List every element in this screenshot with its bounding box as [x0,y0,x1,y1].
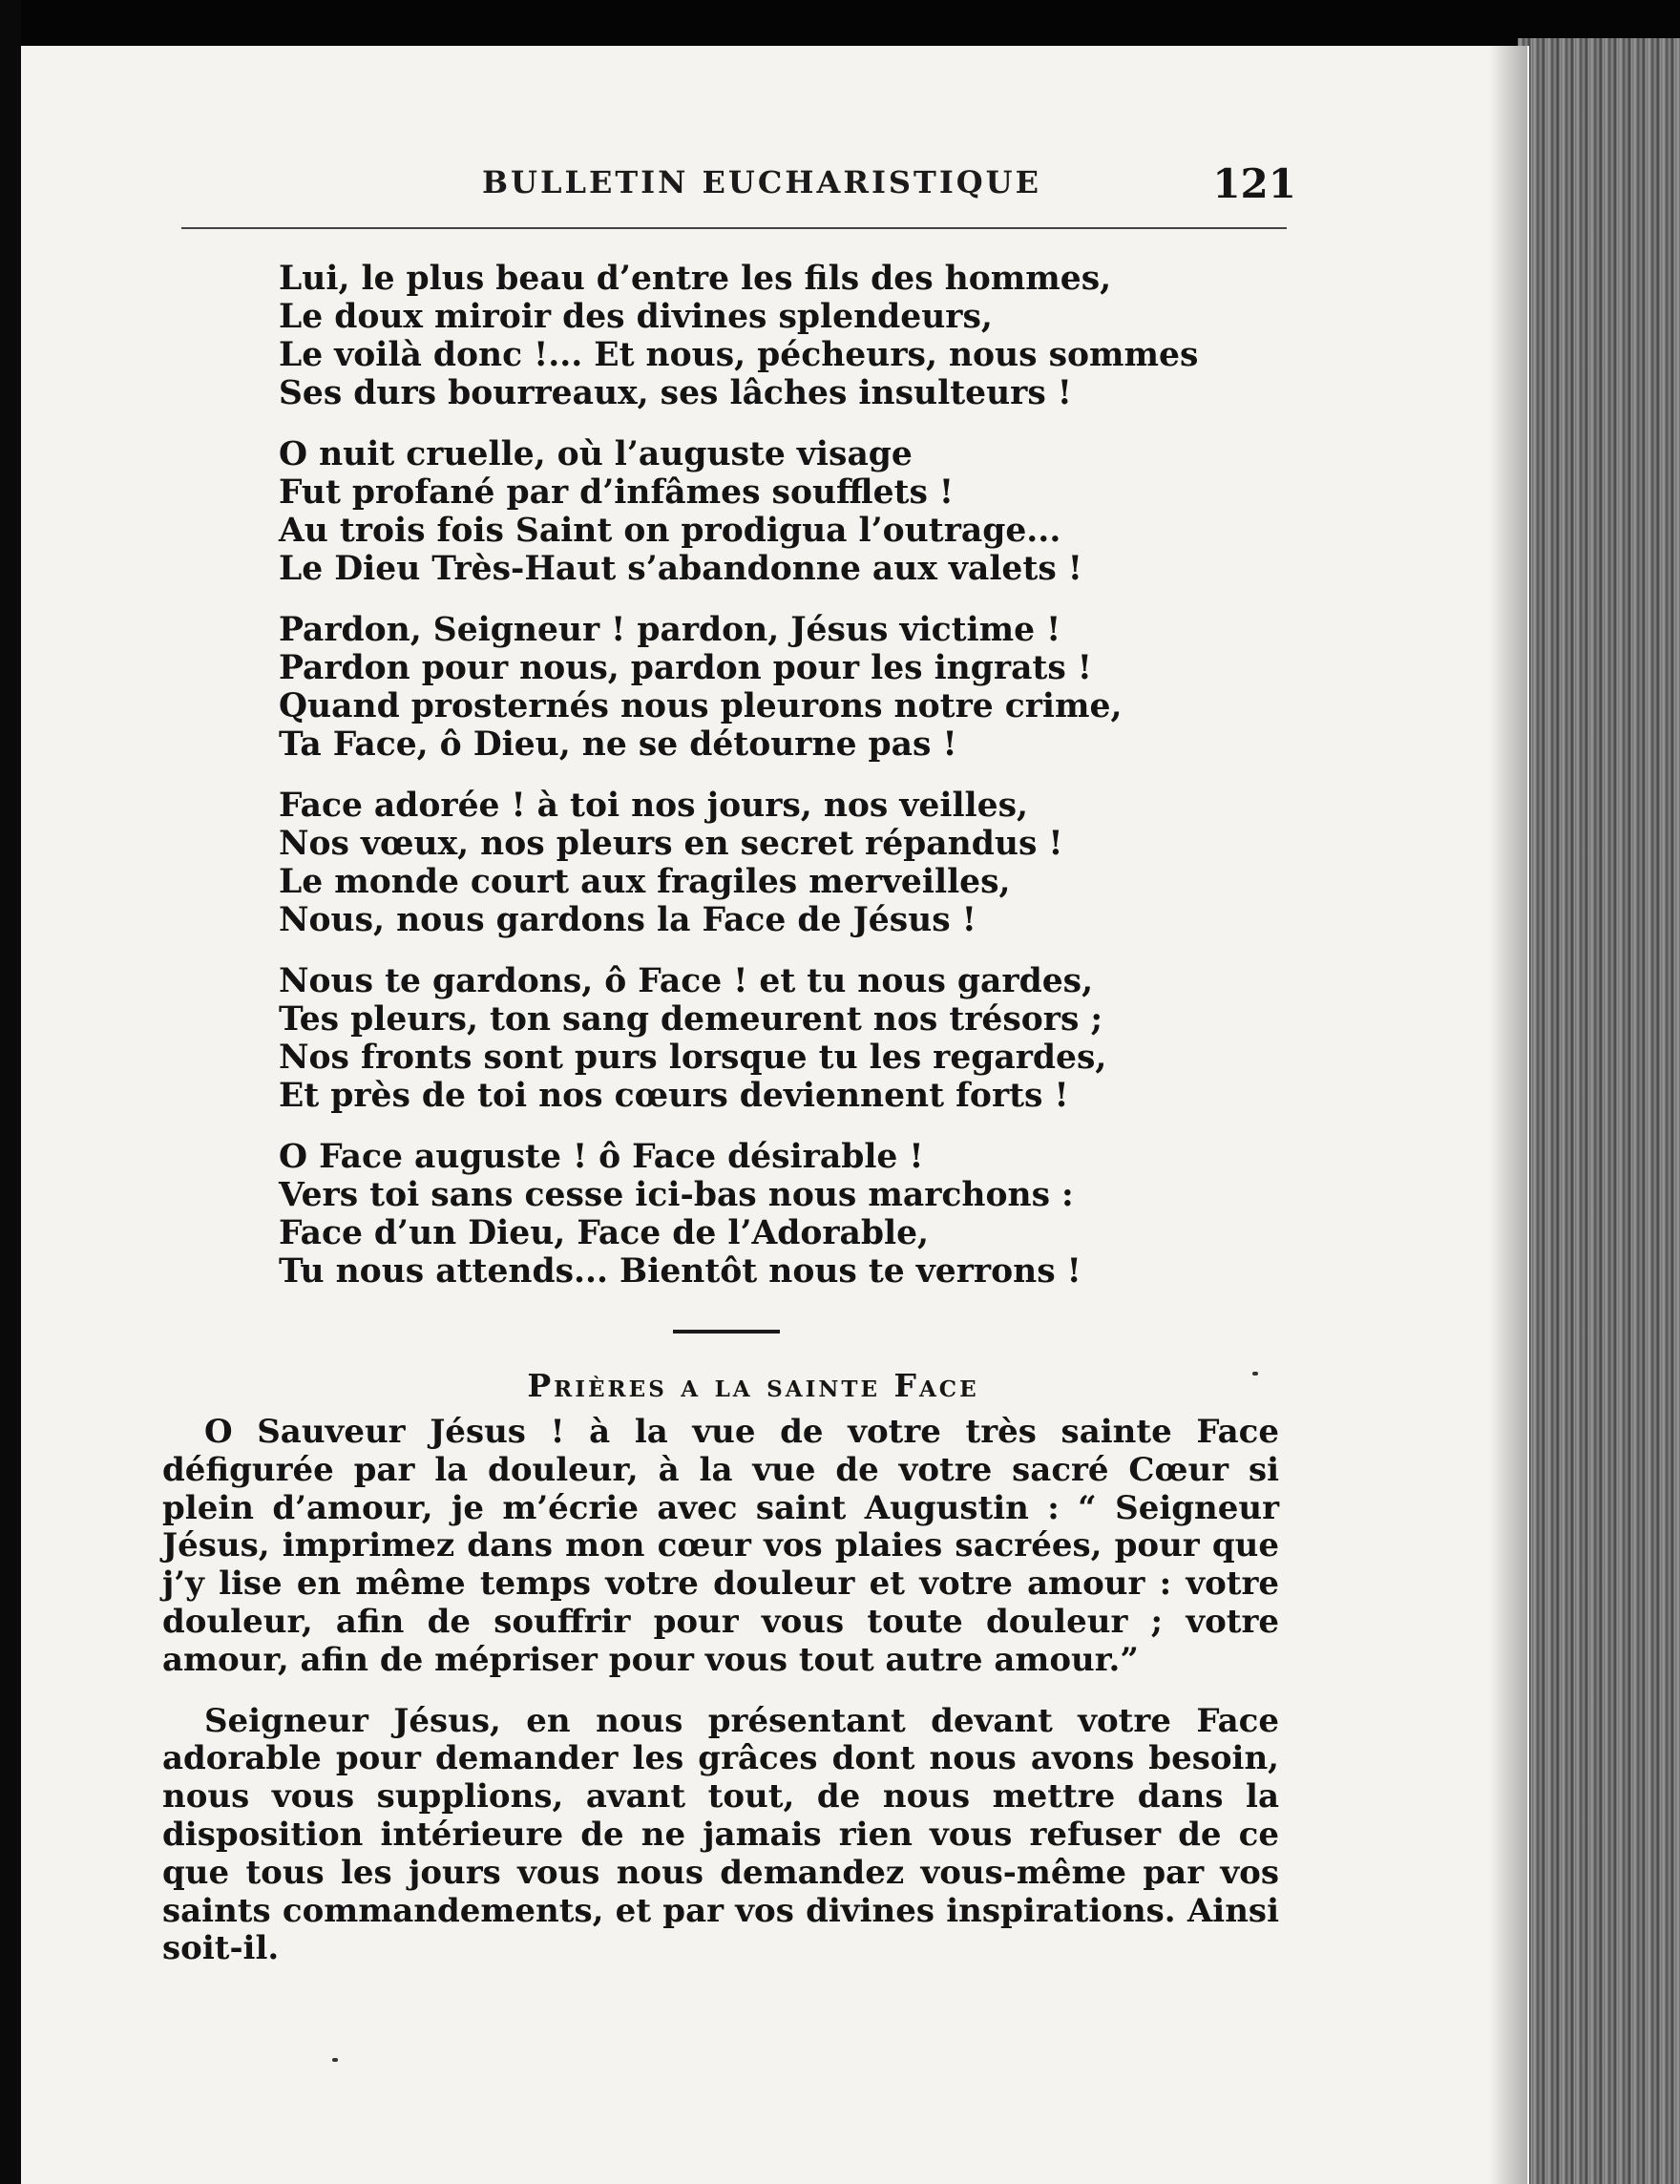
section-divider [673,1330,780,1334]
verse-line: Nous te gardons, ô Face ! et tu nous gardes, [279,962,1094,1000]
page-gutter-shadow [1489,46,1527,2184]
verse-line: Tes pleurs, ton sang demeurent nos trésors ; [279,1000,1103,1039]
stanza-1 [279,260,1291,412]
verse-line: Nos fronts sont purs lorsque tu les regardes, [279,1039,1107,1077]
page-header [456,160,1296,208]
verse-line: Nos vœux, nos pleurs en secret répandus ! [279,825,1063,863]
verse-line: Vers toi sans cesse ici-bas nous marchons : [279,1176,1074,1214]
verse-line: Ses durs bourreaux, ses lâches insulteurs ! [279,374,1072,412]
verse-line: Ta Face, ô Dieu, ne se détourne pas ! [279,725,957,764]
verse-line: O Face auguste ! ô Face désirable ! [279,1138,924,1176]
running-title: BULLETIN EUCHARISTIQUE [482,164,1041,200]
verse-line: Le monde court aux fragiles merveilles, [279,863,1011,901]
verse-line: Quand prosternés nous pleurons notre crime, [279,687,1123,725]
stanza-6 [279,1138,1291,1291]
verse-line: O nuit cruelle, où l’auguste visage [279,435,913,473]
poem [279,260,1291,1313]
verse-line: Le Dieu Très-Haut s’abandonne aux valets ! [279,550,1082,588]
verse-line: Face adorée ! à toi nos jours, nos veilles, [279,787,1029,825]
verse-line: Fut profané par d’infâmes soufflets ! [279,473,955,512]
verse-line: Nous, nous gardons la Face de Jésus ! [279,901,976,939]
page-number: 121 [1212,160,1296,207]
section-title: Prières a la sainte Face [527,1367,979,1404]
verse-line: Tu nous attends... Bientôt nous te verrons ! [279,1252,1082,1291]
verse-line: Au trois fois Saint on prodigua l’outrage... [279,512,1061,550]
verse-line: Pardon pour nous, pardon pour les ingrats ! [279,649,1092,687]
prayer-paragraph-1: O Sauveur Jésus ! à la vue de votre très sainte Face défigurée par la douleur, à la vue de votre sacré Cœur si plein d’amour, je m’écrie avec saint Augustin : “ Seigneur Jésus, imprimez dans mon cœur vos plaies sacrées, pour que j’y lise en même temps votre douleur et votre amour : votre douleur, afin de souffrir pour vous toute douleur ; votre amour, afin de mépriser pour vous tout autre amour.” [162,1413,1279,1679]
header-rule [181,227,1287,229]
verse-line: Pardon, Seigneur ! pardon, Jésus victime ! [279,611,1061,649]
stanza-4 [279,787,1291,939]
scan-speck [1252,1372,1258,1376]
verse-line: Face d’un Dieu, Face de l’Adorable, [279,1214,930,1252]
stanza-5 [279,962,1291,1115]
scan-speck [332,2058,338,2062]
prayer-paragraph-2: Seigneur Jésus, en nous présentant devant votre Face adorable pour demander les grâces dont nous avons besoin, nous vous supplions, avant tout, de nous mettre dans la disposition intérieure de ne jamais rien vous refuser de ce que tous les jours vous nous demandez vous-même par vos saints commandements, et par vos divines inspirations. Ainsi soit-il. [162,1701,1279,1968]
stanza-2 [279,435,1291,588]
scan-border-left [0,0,21,2184]
book-page-edges [1518,38,1680,2184]
stanza-3 [279,611,1291,764]
verse-line: Le voilà donc !... Et nous, pécheurs, nous sommes [279,336,1199,374]
verse-line: Le doux miroir des divines splendeurs, [279,298,993,336]
verse-line: Lui, le plus beau d’entre les fils des hommes, [279,260,1112,298]
verse-line: Et près de toi nos cœurs deviennent forts ! [279,1077,1069,1115]
scan-border-top [0,0,1680,46]
prayer-text [162,1414,1279,1991]
